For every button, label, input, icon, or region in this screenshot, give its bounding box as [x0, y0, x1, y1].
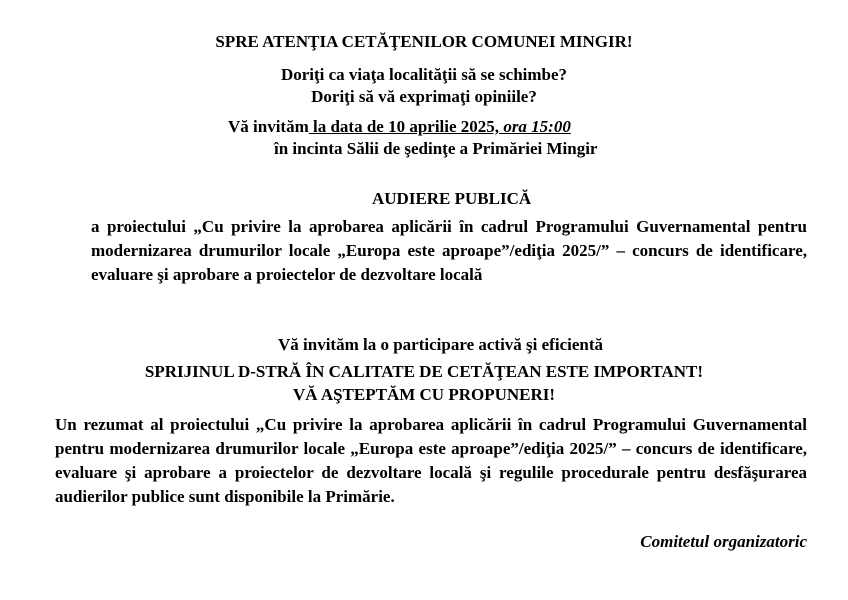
- invitation-hour: ora 15:00: [499, 117, 571, 136]
- participation-line: Vă invităm la o participare activă şi eficientă: [278, 335, 603, 354]
- question-change: Doriţi ca viaţa localităţii să se schimbe?: [280, 65, 568, 84]
- question-opinions: Doriţi să vă exprimaţi opiniile?: [311, 87, 537, 106]
- signature: Comitetul organizatoric: [640, 532, 807, 551]
- invitation-line: [228, 115, 571, 139]
- invitation-date: la data de 10 aprilie 2025,: [308, 117, 500, 136]
- notice-title: SPRE ATENŢIA CETĂŢENILOR COMUNEI MINGIR!: [215, 32, 633, 51]
- summary-paragraph: Un rezumat al proiectului „Cu privire la aprobarea aplicării în cadrul Programului Guvernamental pentru modernizarea drumurilor locale „Europa este aproape”/ediţia 2025/” – concurs de identificare, evaluare şi aprobare a proiectelor de dezvoltare locală şi regulile procedurale pentru desfăşurarea audierilor publice sunt disponibile la Primărie.: [55, 415, 807, 506]
- expect-line: VĂ AŞTEPTĂM CU PROPUNERI!: [292, 385, 556, 404]
- project-paragraph: a proiectului „Cu privire la aprobarea aplicării în cadrul Programului Guvernamental pentru modernizarea drumurilor locale „Europa este aproape”/ediţia 2025/” – concurs de identificare, evaluare şi aprobare a proiectelor de dezvoltare locală: [91, 217, 807, 284]
- invitation-prefix: Vă invităm: [228, 117, 309, 136]
- section-heading: AUDIERE PUBLICĂ: [372, 189, 532, 208]
- invitation-location: în incinta Sălii de şedinţe a Primăriei Mingir: [274, 139, 598, 158]
- support-line: SPRIJINUL D-STRĂ ÎN CALITATE DE CETĂŢEAN ESTE IMPORTANT!: [144, 362, 704, 381]
